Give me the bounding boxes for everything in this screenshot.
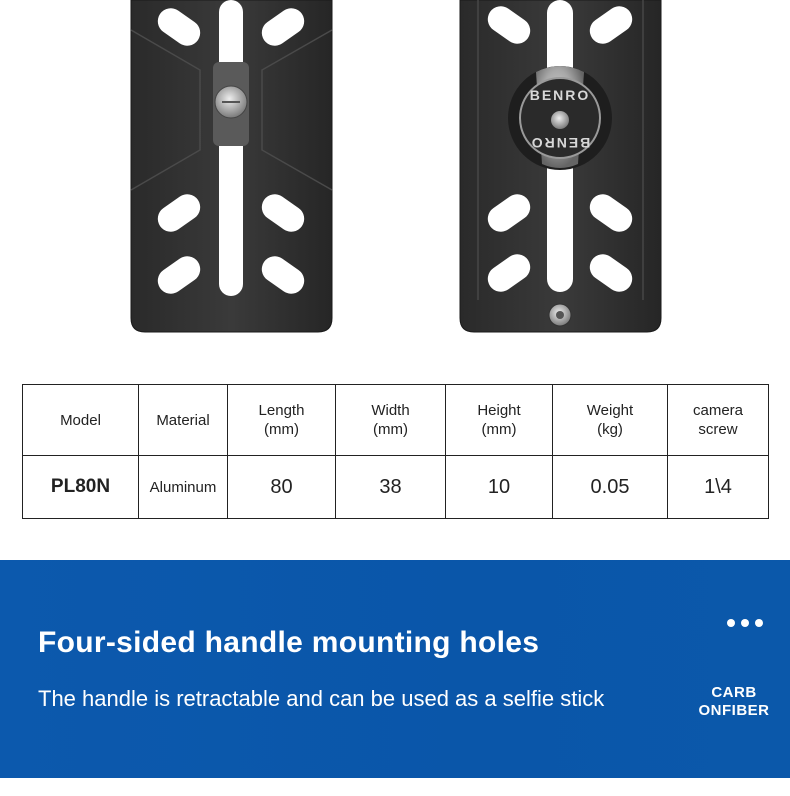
spec-table bbox=[22, 384, 769, 519]
brand-label bbox=[690, 684, 778, 720]
header-material: Material bbox=[156, 411, 210, 429]
header-cell bbox=[139, 385, 228, 456]
header-width: Width (mm) bbox=[371, 402, 410, 438]
value-length: 80 bbox=[228, 456, 336, 519]
feature-banner bbox=[0, 560, 790, 778]
value-material: Aluminum bbox=[139, 456, 228, 519]
brand-line-2: ONFIBER bbox=[698, 702, 770, 719]
dots-decoration bbox=[727, 614, 769, 632]
header-camera-screw: camera screw bbox=[692, 402, 744, 438]
right-plate bbox=[460, 0, 661, 332]
knob-brand-bottom: BENRO bbox=[529, 135, 591, 151]
bottom-margin bbox=[0, 778, 790, 796]
spec-header-row bbox=[23, 385, 769, 456]
knob-brand-top: BENRO bbox=[529, 87, 591, 103]
value-weight: 0.05 bbox=[553, 456, 668, 519]
left-plate bbox=[131, 0, 332, 332]
product-photo bbox=[0, 0, 790, 345]
value-camera-screw: 1\4 bbox=[668, 456, 769, 519]
header-model: Model bbox=[60, 411, 101, 429]
value-width: 38 bbox=[336, 456, 446, 519]
dot-icon bbox=[755, 619, 763, 627]
header-cell bbox=[23, 385, 139, 456]
value-height: 10 bbox=[446, 456, 553, 519]
value-model: PL80N bbox=[23, 456, 139, 519]
header-weight: Weight (kg) bbox=[586, 402, 634, 438]
header-cell bbox=[668, 385, 769, 456]
dot-icon bbox=[741, 619, 749, 627]
dot-icon bbox=[727, 619, 735, 627]
header-cell bbox=[553, 385, 668, 456]
header-cell bbox=[228, 385, 336, 456]
header-height: Height (mm) bbox=[477, 402, 521, 438]
banner-subtitle: The handle is retractable and can be used as a selfie stick bbox=[38, 686, 605, 711]
header-cell bbox=[446, 385, 553, 456]
header-length: Length (mm) bbox=[258, 402, 305, 438]
banner-title: Four-sided handle mounting holes bbox=[38, 626, 540, 659]
header-cell bbox=[336, 385, 446, 456]
quick-release-plates-illustration bbox=[0, 0, 790, 345]
brand-line-1: CARB bbox=[711, 684, 757, 701]
spec-value-row bbox=[23, 456, 769, 519]
